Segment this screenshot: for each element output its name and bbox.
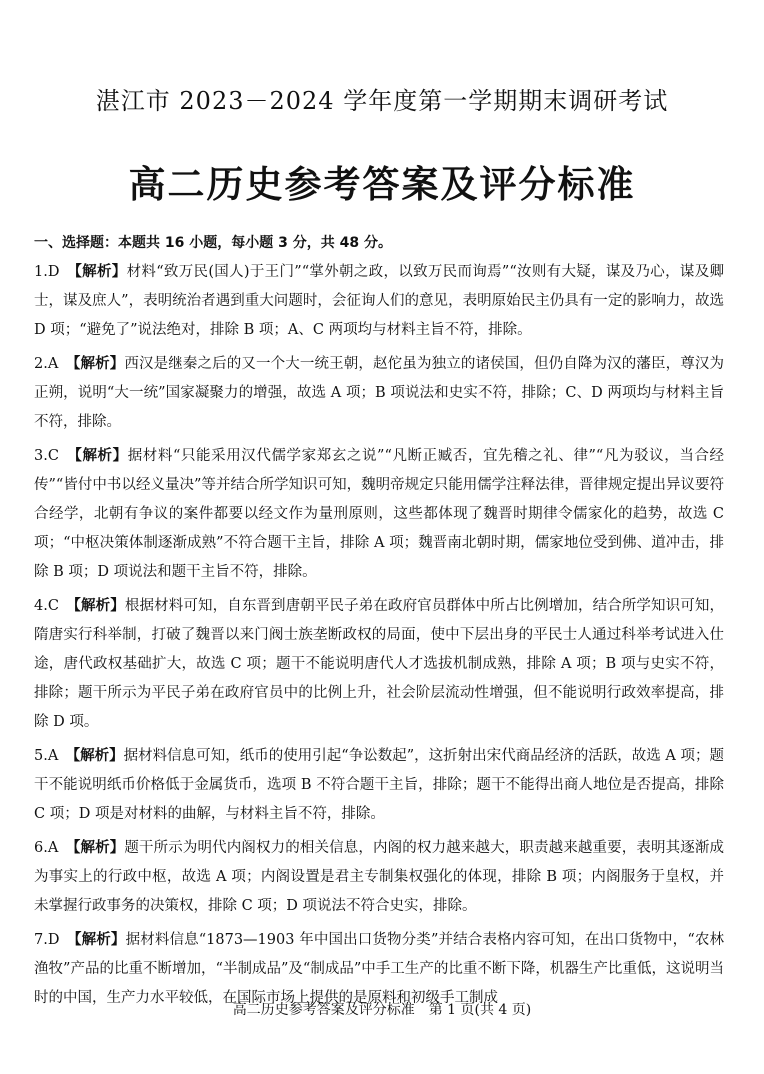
answer-text: 材料“致万民(国人)于王门”“掌外朝之政，以致万民而询焉”“汝则有大疑，谋及乃心，谋及卿士，谋及庶人”，表明统治者遇到重大问题时，会征询人们的意见，表明原始民主仍具有一定的影响力，故选 D 项；“避免了”说法绝对，排除 B 项；A、C 两项均与材料主旨不符，排除。 (34, 264, 725, 338)
page-footer: 高二历史参考答案及评分标准 第 1 页(共 4 页) (232, 1002, 532, 1018)
answer-text: 据材料“只能采用汉代儒学家郑玄之说”“凡断正臧否，宜先稽之礼、律”“凡为驳议，当合经传”“皆付中书以经义量决”等并结合所学知识可知，魏明帝规定只能用儒学注释法律，晋律规定提出异议要符合经学，北朝有争议的案件都要以经文作为量刑原则，这些都体现了魏晋时期律令儒家化的趋势，故选 C 项；“中枢决策体制逐渐成熟”不符合题干主旨，排除 A 项；魏晋南北朝时期，儒家地位受到佛、道冲击，排除 B 项；D 项说法和题干主旨不符，排除。 (34, 448, 725, 580)
answer-number: 6.A (34, 840, 59, 856)
answer-number: 4.C (34, 598, 59, 614)
analysis-tag: 【解析】 (73, 356, 125, 372)
answer-text: 根据材料可知，自东晋到唐朝平民子弟在政府官员群体中所占比例增加，结合所学知识可知，隋唐实行科举制，打破了魏晋以来门阀士族垄断政权的局面，使中下层出身的平民士人通过科举考试进入仕途，唐代政权基础扩大，故选 C 项；题干不能说明唐代人才选拔机制成熟，排除 A 项；B 项与史实不符，排除；题干所示为平民子弟在政府官员中的比例上升，社会阶层流动性增强，但不能说明行政效率提高，排除 D 项。 (34, 598, 725, 730)
answer-number: 3.C (34, 448, 59, 464)
document-title: 高二历史参考答案及评分标准 (128, 163, 636, 206)
answer-text: 据材料信息“1873—1903 年中国出口货物分类”并结合表格内容可知，在出口货物中，“农林渔牧”产品的比重不断增加，“半制成品”及“制成品”中手工生产的比重不断下降，机器生产比重低，这说明当时的中国，生产力水平较低，在国际市场上提供的是原料和初级手工制成 (34, 932, 725, 1006)
answer-item-6 (34, 834, 724, 921)
answer-text: 西汉是继秦之后的又一个大一统王朝，赵佗虽为独立的诸侯国，但仍自降为汉的藩臣，尊汉为正朔，说明“大一统”国家凝聚力的增强，故选 A 项；B 项说法和史实不符，排除；C、D 两项均与材料主旨不符，排除。 (34, 356, 725, 430)
answer-number: 1.D (34, 264, 60, 280)
answer-list (34, 258, 724, 1018)
analysis-tag: 【解析】 (74, 932, 126, 948)
answer-item-1 (34, 258, 724, 345)
analysis-tag: 【解析】 (74, 264, 127, 280)
answer-number: 7.D (34, 932, 60, 948)
answer-item-2 (34, 350, 724, 437)
answer-text: 据材料信息可知，纸币的使用引起“争讼数起”，这折射出宋代商品经济的活跃，故选 A 项；题干不能说明纸币价格低于金属货币，选项 B 不符合题干主旨，排除；题干不能得出商人地位是否提高，排除 C 项；D 项是对材料的曲解，与材料主旨不符，排除。 (34, 748, 725, 822)
answer-number: 2.A (34, 356, 59, 372)
section-heading: 一、选择题：本题共 16 小题，每小题 3 分，共 48 分。 (34, 235, 392, 251)
answer-item-5 (34, 742, 724, 829)
analysis-tag: 【解析】 (72, 748, 124, 764)
analysis-tag: 【解析】 (73, 598, 125, 614)
analysis-tag: 【解析】 (73, 840, 125, 856)
exam-title: 湛江市 2023－2024 学年度第一学期期末调研考试 (95, 87, 669, 115)
answer-item-4 (34, 592, 724, 737)
answer-number: 5.A (34, 748, 59, 764)
analysis-tag: 【解析】 (74, 448, 128, 464)
answer-item-3 (34, 442, 724, 587)
answer-text: 题干所示为明代内阁权力的相关信息，内阁的权力越来越大，职责越来越重要，表明其逐渐成为事实上的行政中枢，故选 A 项；内阁设置是君主专制集权强化的体现，排除 B 项；内阁服务于皇权，并未掌握行政事务的决策权，排除 C 项；D 项说法不符合史实，排除。 (34, 840, 725, 914)
